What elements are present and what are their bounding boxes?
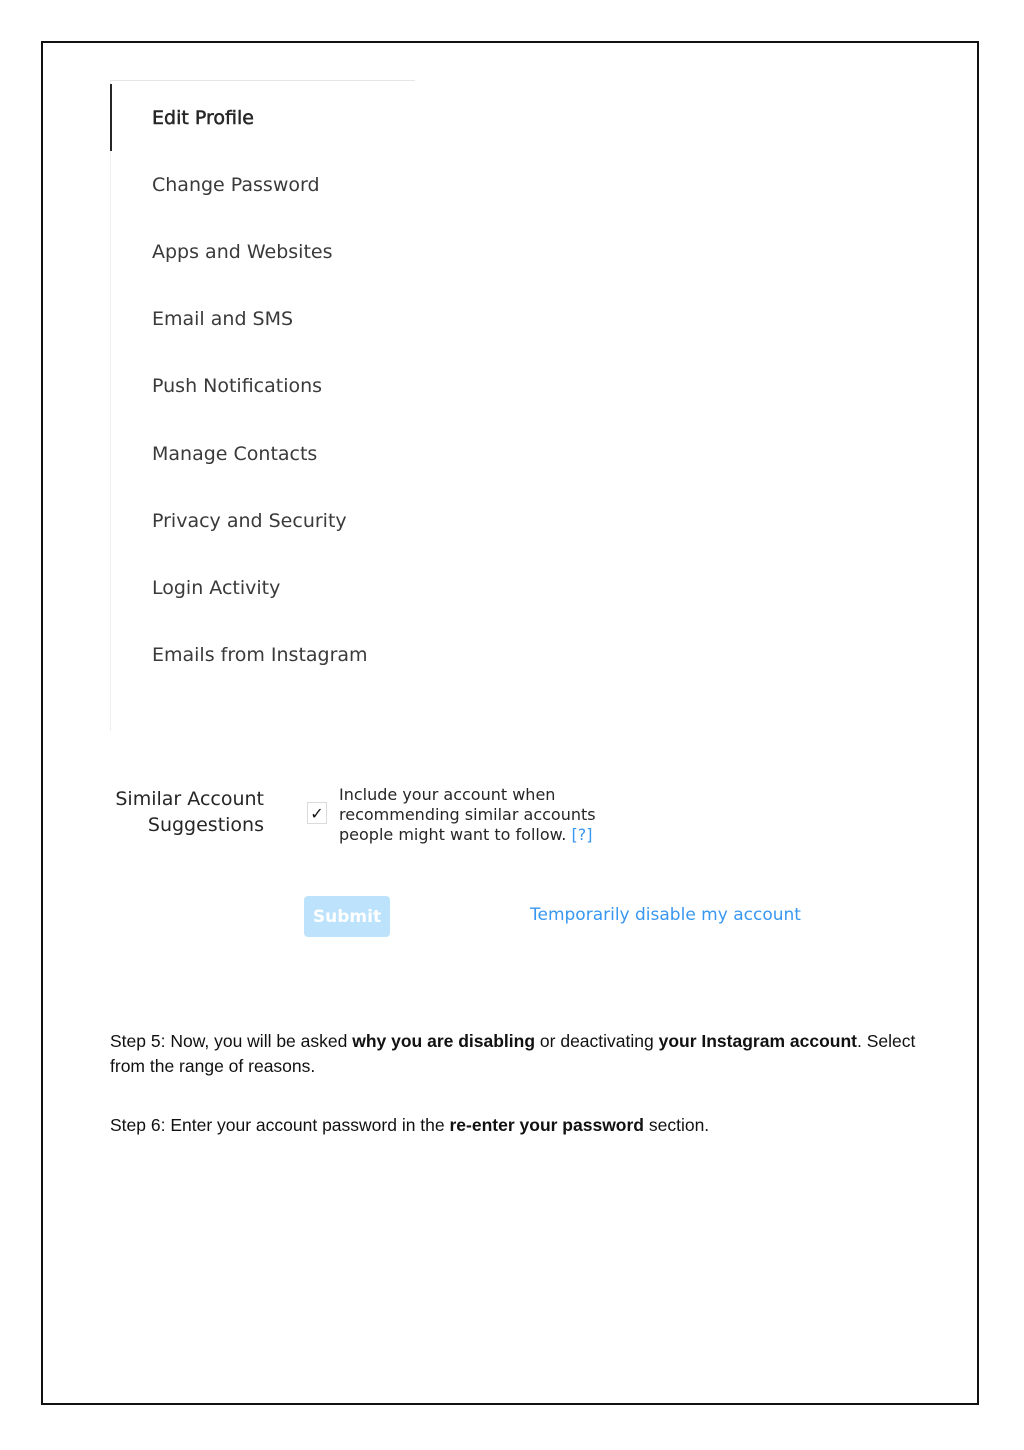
menu-item-push-notifications[interactable] <box>111 352 415 419</box>
step5-text2: or deactivating <box>535 1031 659 1051</box>
step-6-paragraph <box>110 1113 920 1138</box>
menu-item-login-activity[interactable] <box>111 554 415 621</box>
menu-item-label: Edit Profile <box>152 106 254 129</box>
menu-item-label: Login Activity <box>152 576 281 599</box>
step-5-paragraph <box>110 1029 920 1079</box>
description-line2: recommending similar accounts <box>339 805 596 824</box>
step5-bold1: why you are disabling <box>352 1031 536 1051</box>
similar-accounts-description <box>339 785 639 845</box>
settings-menu <box>110 80 415 731</box>
step5-text3: . Select from the range of reasons. <box>110 1031 916 1076</box>
step5-bold2: your Instagram account <box>658 1031 857 1051</box>
menu-item-label: Change Password <box>152 173 320 196</box>
description-line3: people might want to follow. <box>339 825 567 844</box>
step6-text2: section. <box>644 1115 710 1135</box>
menu-item-label: Apps and Websites <box>152 240 333 263</box>
menu-item-apps-and-websites[interactable] <box>111 218 415 285</box>
menu-item-edit-profile[interactable] <box>111 84 415 151</box>
checkmark-icon: ✓ <box>310 803 324 823</box>
menu-item-label: Emails from Instagram <box>152 643 368 666</box>
menu-item-label: Privacy and Security <box>152 509 347 532</box>
similar-accounts-label-line1: Similar Account <box>115 788 264 810</box>
menu-item-manage-contacts[interactable] <box>111 420 415 487</box>
step5-text1: Step 5: Now, you will be asked <box>110 1031 353 1051</box>
menu-item-privacy-and-security[interactable] <box>111 487 415 554</box>
similar-accounts-label <box>108 786 264 838</box>
menu-item-email-and-sms[interactable] <box>111 285 415 352</box>
menu-item-label: Manage Contacts <box>152 442 318 465</box>
menu-item-change-password[interactable] <box>111 151 415 218</box>
menu-item-label: Email and SMS <box>152 307 294 330</box>
submit-button[interactable]: Submit <box>304 896 390 937</box>
help-link[interactable]: [?] <box>571 825 593 844</box>
step6-bold1: re-enter your password <box>449 1115 644 1135</box>
menu-item-label: Push Notifications <box>152 374 323 397</box>
temporarily-disable-account-link[interactable]: Temporarily disable my account <box>530 905 801 925</box>
description-line1: Include your account when <box>339 785 556 804</box>
similar-accounts-checkbox[interactable] <box>307 802 327 824</box>
step6-text1: Step 6: Enter your account password in the <box>110 1115 450 1135</box>
similar-accounts-label-line2: Suggestions <box>147 814 264 836</box>
menu-item-emails-from-instagram[interactable] <box>111 621 415 688</box>
